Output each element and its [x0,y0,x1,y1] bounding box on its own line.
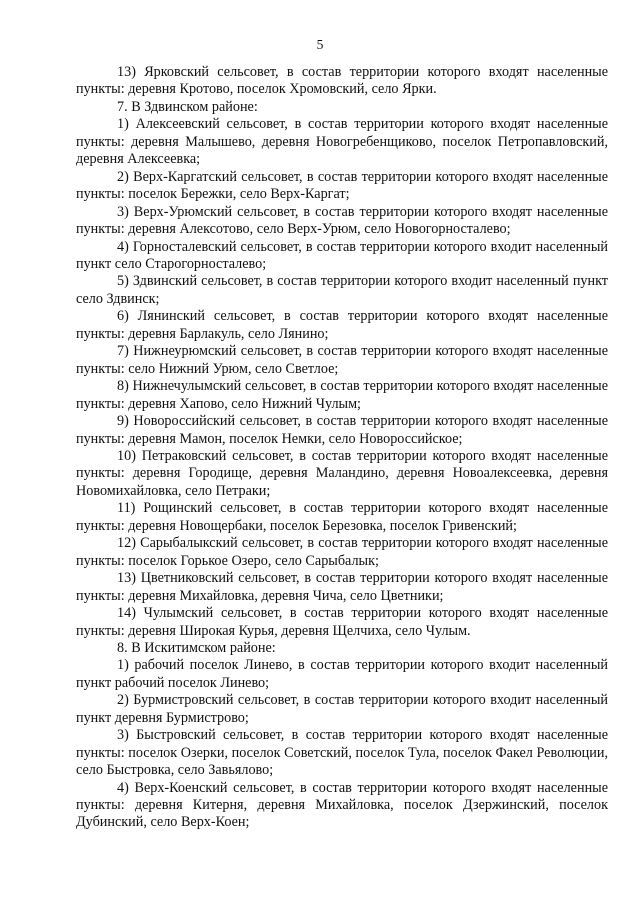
document-body [76,64,608,832]
paragraph: 4) Горносталевский сельсовет, в состав территории которого входит населенный пункт село Старогорносталево; [76,238,608,272]
paragraph: 10) Петраковский сельсовет, в состав территории которого входят населенные пункты: деревня Городище, деревня Маландино, деревня Новоалексеевка, деревня Новомихайловка, село Петраки; [76,447,608,499]
paragraph: 1) Алексеевский сельсовет, в состав территории которого входят населенные пункты: деревня Малышево, деревня Новогребенщиково, поселок Петропавловский, деревня Алексеевка; [76,116,608,168]
paragraph: 13) Цветниковский сельсовет, в состав территории которого входят населенные пункты: деревня Михайловка, деревня Чича, село Цветники; [76,570,608,604]
paragraph: 8) Нижнечулымский сельсовет, в состав территории которого входят населенные пункты: деревня Хапово, село Нижний Чулым; [76,378,608,412]
paragraph: 3) Быстровский сельсовет, в состав территории которого входят населенные пункты: поселок Озерки, поселок Советский, поселок Тула, поселок Факел Революции, село Быстровка, село Завьялово; [76,727,608,779]
paragraph: 13) Ярковский сельсовет, в состав территории которого входят населенные пункты: деревня Кротово, поселок Хромовский, село Ярки. [76,64,608,98]
page-number: 5 [316,37,324,52]
paragraph: 9) Новороссийский сельсовет, в состав территории которого входят населенные пункты: деревня Мамон, поселок Немки, село Новороссийское; [76,413,608,447]
paragraph: 3) Верх-Урюмский сельсовет, в состав территории которого входят населенные пункты: деревня Алексотово, село Верх-Урюм, село Новогорносталево; [76,203,608,238]
paragraph: 2) Верх-Каргатский сельсовет, в состав территории которого входят населенные пункты: поселок Бережки, село Верх-Каргат; [76,168,608,203]
paragraph: 7) Нижнеурюмский сельсовет, в состав территории которого входят населенные пункты: село Нижний Урюм, село Светлое; [76,343,608,377]
paragraph: 2) Бурмистровский сельсовет, в состав территории которого входит населенный пункт деревня Бурмистрово; [76,692,608,726]
paragraph: 5) Здвинский сельсовет, в состав территории которого входит населенный пункт село Здвинск; [76,273,608,307]
paragraph: 12) Сарыбалыкский сельсовет, в состав территории которого входят населенные пункты: поселок Горькое Озеро, село Сарыбалык; [76,535,608,569]
paragraph: 14) Чулымский сельсовет, в состав территории которого входят населенные пункты: деревня Широкая Курья, деревня Щелчиха, село Чулым. [76,605,608,639]
section-heading: 8. В Искитимском районе: [117,639,276,656]
paragraph: 4) Верх-Коенский сельсовет, в состав территории которого входят населенные пункты: деревня Китерня, деревня Михайловка, поселок Дзержинский, поселок Дубинский, село Верх-Коен; [76,779,608,831]
paragraph: 6) Лянинский сельсовет, в состав территории которого входят населенные пункты: деревня Барлакуль, село Лянино; [76,308,608,342]
paragraph: 11) Рощинский сельсовет, в состав территории которого входят населенные пункты: деревня Новощербаки, поселок Березовка, поселок Гривенский; [76,500,608,534]
paragraph: 1) рабочий поселок Линево, в состав территории которого входит населенный пункт рабочий поселок Линево; [76,657,608,691]
section-heading: 7. В Здвинском районе: [117,98,258,115]
